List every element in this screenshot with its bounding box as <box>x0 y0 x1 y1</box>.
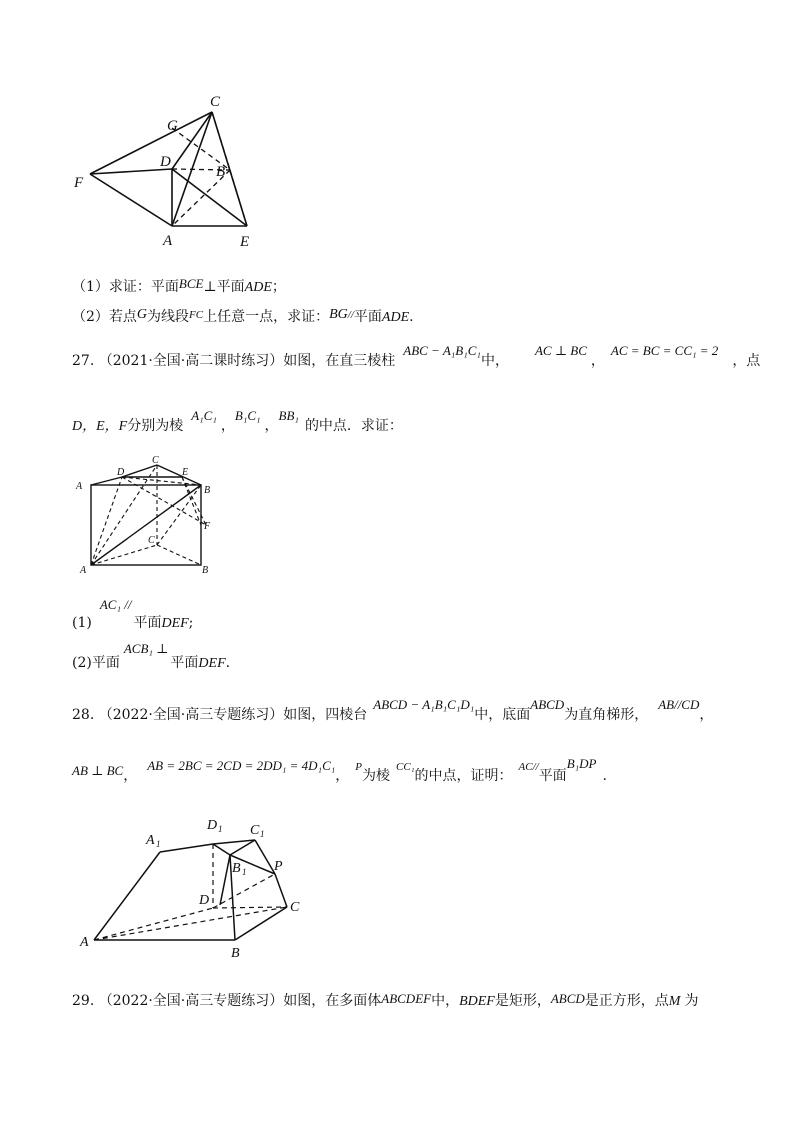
label-F: F <box>204 521 211 532</box>
label-D: D <box>160 154 171 170</box>
label-A1: A <box>76 481 83 492</box>
label-A1: A <box>146 833 155 848</box>
figure-pyramid <box>70 90 300 260</box>
label-A: A <box>80 565 87 576</box>
label-C: C <box>290 900 300 915</box>
q29-line1: 29. （2022·全国·高三专题练习）如图，在多面体ABCDEF中，BDEF是矩形，ABCD是正方形，点M 为 <box>72 991 699 1009</box>
label-B1: B <box>204 485 211 496</box>
q28-line1: 28. （2022·全国·高三专题练习）如图，四棱台ABCD − A₁B₁C₁D₁中，底面ABCD为直角梯形，AB//CD， <box>72 697 714 723</box>
sub-C1: 1 <box>260 829 265 839</box>
sub-B1: 1 <box>242 867 247 877</box>
q28-line2: AB ⊥ BC，AB = 2BC = 2CD = 2DD₁ = 4D₁C₁，$^P$为棱$^{CC_1}$的中点，证明：$^{AC//}$平面B₁DP. <box>72 756 607 784</box>
figure-frustum <box>80 812 320 962</box>
label-G: G <box>167 118 178 134</box>
label-D1: D <box>207 818 218 833</box>
label-C1: C <box>250 823 260 838</box>
label-C: C <box>210 94 221 110</box>
label-B: B <box>202 565 209 576</box>
q26-part1: （1）求证：平面BCE⊥平面ADE； <box>72 276 286 295</box>
q27-part1: (1)AC₁ //平面DEF; <box>72 597 194 631</box>
label-C1: C <box>152 455 159 466</box>
q27-line1: 27. （2021·全国·高二课时练习）如图，在直三棱柱ABC − A₁B₁C₁中，AC ⊥ BC，AC = BC = CC₁ = 2，点 <box>72 343 761 369</box>
q27-part2: (2)平面ACB₁ ⊥平面DEF. <box>72 641 231 671</box>
label-F: F <box>74 175 84 191</box>
label-P: P <box>274 859 283 874</box>
figure-prism <box>74 455 224 580</box>
sub-D1: 1 <box>218 824 223 834</box>
sub-A1: 1 <box>156 839 161 849</box>
label-B1: B <box>232 861 241 876</box>
q26-part2: （2）若点G为线段$^{FC}$上任意一点，求证：BG//平面ADE. <box>72 307 414 325</box>
label-A: A <box>163 233 173 249</box>
label-D: D <box>199 893 210 908</box>
label-B: B <box>216 164 226 180</box>
label-B: B <box>231 946 240 961</box>
label-C: C <box>148 535 155 546</box>
label-D: D <box>117 467 125 478</box>
label-A: A <box>80 935 89 950</box>
label-E: E <box>182 467 189 478</box>
q27-line2: D，E，F分别为棱A₁C₁，B₁C₁，BB₁的中点．求证： <box>72 408 403 434</box>
label-E: E <box>240 234 250 250</box>
